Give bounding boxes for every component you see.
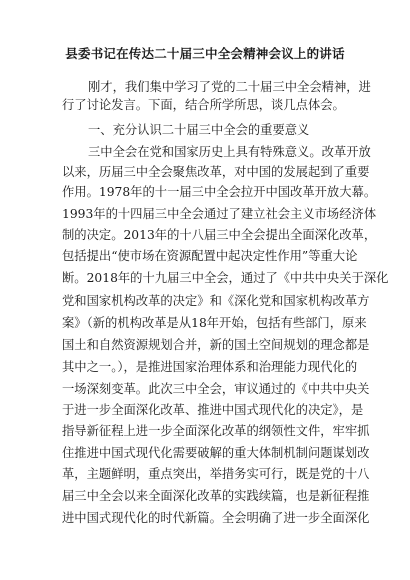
paragraph-line: 1993年的十四届三中全会通过了建立社会主义市场经济体: [62, 207, 377, 221]
paragraph-line: 指导新征程上进一步全面深化改革的纲领性文件，牢牢抓: [62, 424, 370, 438]
paragraph-line: 以来，历届三中全会聚焦改革，对中国的发展起到了重要: [62, 165, 370, 179]
paragraph-line: 制的决定。2013年的十八届三中全会提出全面深化改革，: [62, 228, 377, 242]
paragraph-line: 进中国式现代化的时代新篇。全会明确了进一步全面深化: [62, 511, 370, 525]
paragraph-line: 届三中全会以来全面深化改革的实践续篇，也是新征程推: [62, 489, 370, 503]
paragraph-line: 党和国家机构改革的决定》和《深化党和国家机构改革方: [62, 294, 370, 308]
paragraph-line: 作用。1978年的十一届三中全会拉开中国改革开放大幕。: [62, 185, 377, 199]
paragraph-line: 国土和自然资源规划合并，新的国土空间规划的理念都是: [62, 338, 370, 352]
paragraph-line: 一场深刻变革。此次三中全会，审议通过的《中共中央关: [62, 382, 370, 396]
paragraph-line: 革，主题鲜明，重点突出，举措务实可行，既是党的十八: [62, 467, 370, 481]
paragraph-line: 行了讨论发言。下面，结合所学所思，谈几点体会。: [62, 98, 345, 112]
section-heading: 一、充分认识二十届三中全会的重要意义: [88, 123, 310, 137]
paragraph-line: 于进一步全面深化改革、推进中国式现代化的决定》，是: [62, 403, 364, 417]
paragraph-line: 其中之一。），是推进国家治理体系和治理能力现代化的: [62, 360, 358, 374]
paragraph-line: 刚才，我们集中学习了党的二十届三中全会精神，进: [88, 80, 371, 94]
paragraph-line: 断。2018年的十九届三中全会，通过了《中共中央关于深化: [62, 271, 389, 285]
paragraph-line: 包括提出“使市场在资源配置中起决定性作用”等重大论: [62, 249, 358, 263]
paragraph-line: 案》（新的机构改革是从18年开始，包括有些部门，原来: [62, 316, 367, 330]
paragraph-line: 住推进中国式现代化需要破解的重大体制机制问题谋划改: [62, 446, 370, 460]
paragraph-line: 三中全会在党和国家历史上具有特殊意义。改革开放: [88, 145, 371, 159]
document-title: 县委书记在传达二十届三中全会精神会议上的讲话: [65, 46, 345, 61]
